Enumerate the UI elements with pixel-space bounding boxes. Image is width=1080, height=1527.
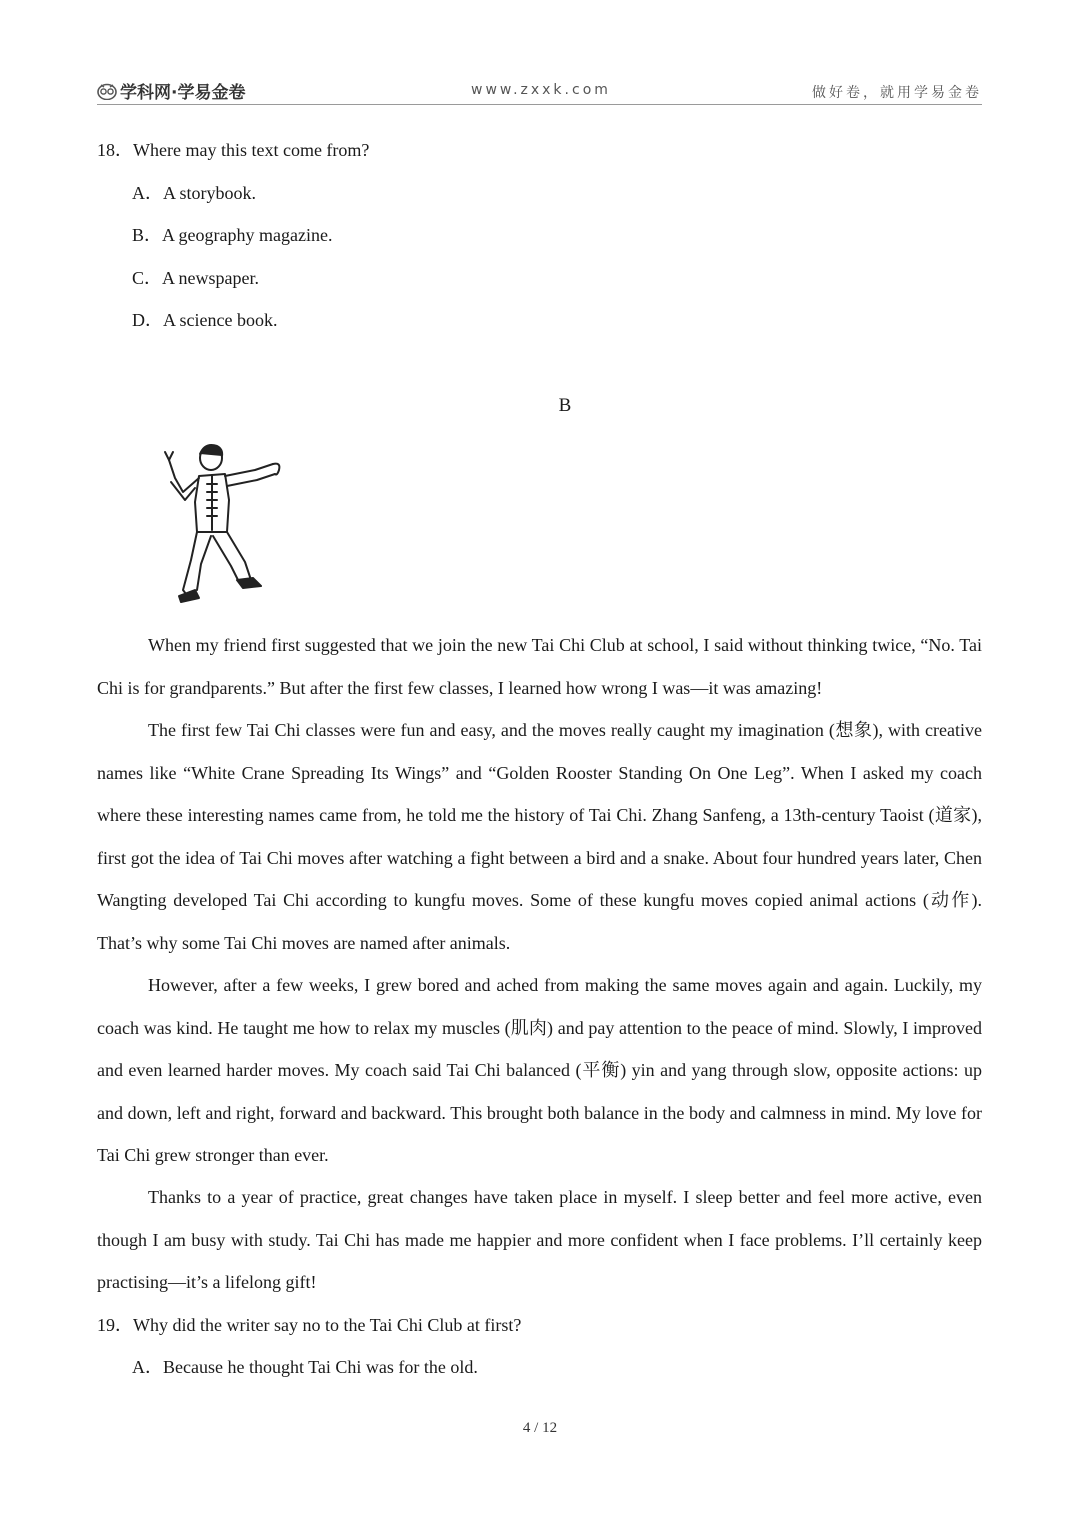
header-slogan: 做好卷，就用学易金卷 (812, 85, 982, 101)
question-19-stem: 19．Why did the writer say no to the Tai Chi Club at first? (97, 1315, 522, 1335)
question-18-option-b: B．A geography magazine. (132, 225, 333, 245)
tai-chi-figure-illustration (155, 440, 285, 610)
site-url: www.zxxk.com (471, 82, 611, 98)
passage-paragraph-1: When my friend first suggested that we join the new Tai Chi Club at school, I said without thinking twice, “No. Tai Chi is for grandparents.” But after the first few classes, I learned how wrong I was—it was amazing! (97, 635, 982, 698)
page-header (97, 76, 982, 105)
section-label: B (558, 395, 572, 416)
question-18-option-c: C．A newspaper. (132, 268, 259, 288)
passage-paragraph-2: The first few Tai Chi classes were fun and easy, and the moves really caught my imagination (想象), with creative names like “White Crane Spreading Its Wings” and “Golden Rooster Standing On One Leg”. When I asked my coach where these interesting names came from, he told me the history of Tai Chi. Zhang Sanfeng, a 13th-century Taoist (道家), first got the idea of Tai Chi moves after watching a fight between a bird and a snake. About four hundred years later, Chen Wangting developed Tai Chi according to kungfu moves. Some of these kungfu moves copied animal actions (动作). That’s why some Tai Chi moves are named after animals. (97, 720, 982, 953)
question-18-option-d: D．A science book. (132, 310, 278, 330)
page-number: 4 / 12 (522, 1420, 558, 1436)
passage-paragraph-4: Thanks to a year of practice, great changes have taken place in myself. I sleep better and feel more active, even though I am busy with study. Tai Chi has made me happier and more confident when I face problems. I’ll certainly keep practising—it’s a lifelong gift! (97, 1187, 982, 1292)
passage-paragraph-3: However, after a few weeks, I grew bored and ached from making the same moves again and again. Luckily, my coach was kind. He taught me how to relax my muscles (肌肉) and pay attention to the peace of mind. Slowly, I improved and even learned harder moves. My coach said Tai Chi balanced (平衡) yin and yang through slow, opposite actions: up and down, left and right, forward and backward. This brought both balance in the body and calmness in mind. My love for Tai Chi grew stronger than ever. (97, 975, 982, 1165)
question-18-stem: 18．Where may this text come from? (97, 140, 370, 160)
site-logo (97, 78, 245, 103)
question-19-option-a: A．Because he thought Tai Chi was for the old. (132, 1357, 478, 1377)
logo-owl-icon (97, 82, 117, 100)
logo-text: 学科网·学易金卷 (120, 83, 246, 103)
question-18-option-a: A．A storybook. (132, 183, 257, 203)
